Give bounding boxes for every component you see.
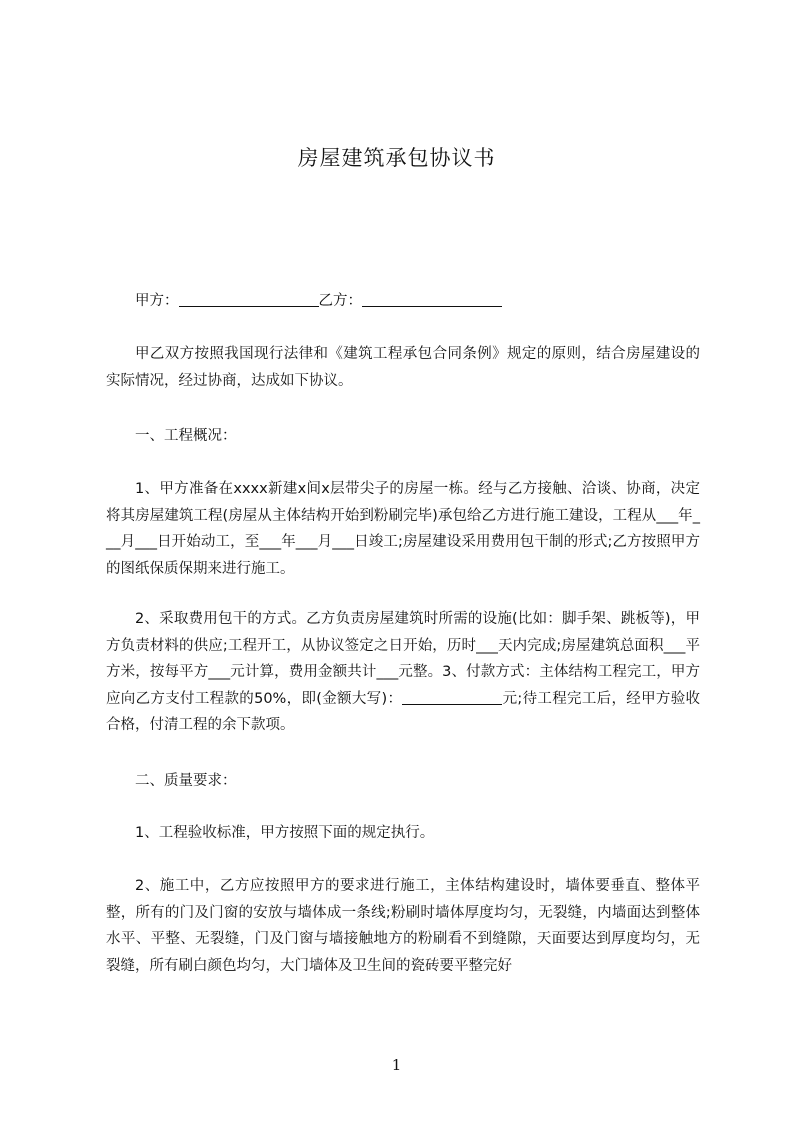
document-title: 房屋建筑承包协议书	[297, 146, 496, 170]
party-b-blank	[362, 292, 502, 307]
section-2-item-2: 2、施工中，乙方应按照甲方的要求进行施工，主体结构建设时，墙体要垂直、整体平整，所有的门及门窗的安放与墙体成一条线;粉刷时墙体厚度均匀，无裂缝，内墙面达到整体水平、平整、无裂缝，门及门窗与墙接触地方的粉刷看不到缝隙，天面要达到厚度均匀，无裂缝，所有刷白颜色均匀，大门墙体及卫生间的瓷砖要平整完好	[106, 878, 700, 974]
section-1-heading: 一、工程概况：	[135, 428, 237, 444]
section-1-item-2-tail: 元;待工程完工后，经甲方验收合格，付清工程的余下款项。	[106, 690, 700, 733]
page-number: 1	[391, 1056, 402, 1074]
party-a-blank	[179, 292, 319, 307]
party-a-label: 甲方：	[135, 293, 179, 309]
section-1-item-2-text: 2、采取费用包干的方式。乙方负责房屋建筑时所需的设施(比如：脚手架、跳板等)，甲方负责材料的供应;工程开工，从协议签定之日开始，历时___天内完成;房屋建筑总面积___平方米，按每平方___元计算，费用金额共计___元整。3、付款方式：主体结构工程完工，甲方应向乙方支付工程款的50%，即(金额大写)：	[106, 611, 700, 707]
parties-line	[135, 288, 502, 314]
section-2-heading: 二、质量要求：	[135, 773, 237, 789]
party-b-label: 乙方：	[318, 293, 362, 309]
amount-blank	[402, 690, 502, 705]
section-1-item-2	[106, 606, 700, 739]
section-1-item-1: 1、甲方准备在xxxx新建x间x层带尖子的房屋一栋。经与乙方接触、洽谈、协商，决定将其房屋建筑工程(房屋从主体结构开始到粉刷完毕)承包给乙方进行施工建设，工程从___年___月___日开始动工，至___年___月___日竣工;房屋建设采用费用包干制的形式;乙方按照甲方的图纸保质保期来进行施工。	[106, 481, 700, 577]
intro-paragraph: 甲乙双方按照我国现行法律和《建筑工程承包合同条例》规定的原则，结合房屋建设的实际情况，经过协商，达成如下协议。	[106, 346, 700, 389]
section-2-item-1: 1、工程验收标准，甲方按照下面的规定执行。	[135, 825, 435, 841]
